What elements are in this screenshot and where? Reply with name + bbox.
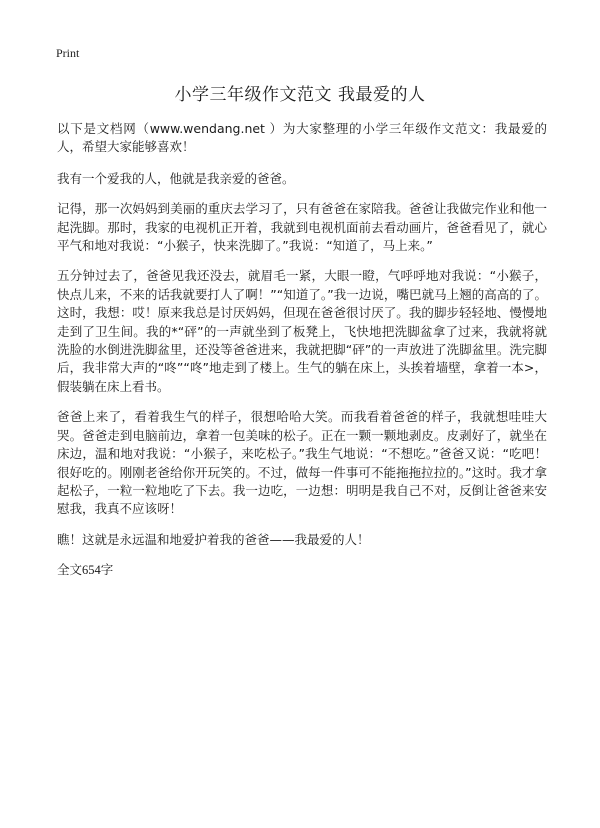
paragraph-2: 记得，那一次妈妈到美丽的重庆去学习了，只有爸爸在家陪我。爸爸让我做完作业和他一起洗脚。那时，我家的电视机正开着，我就到电视机面前去看动画片，爸爸看见了，就心平气和地对我说：“小猴子，快来洗脚了。”我说：“知道了，马上来。” (57, 201, 547, 254)
paragraph-1: 我有一个爱我的人，他就是我亲爱的爸爸。 (57, 170, 295, 186)
print-link[interactable]: Print (56, 46, 80, 60)
paragraph-5: 瞧！这就是永远温和地爱护着我的爸爸——我最爱的人！ (57, 531, 370, 547)
intro-paragraph: 以下是文档网（www.wendang.net ）为大家整理的小学三年级作文范文：我最爱的人，希望大家能够喜欢！ (57, 121, 547, 155)
document-title: 小学三年级作文范文 我最爱的人 (174, 85, 426, 105)
document-body (57, 120, 547, 592)
word-count: 全文654字 (57, 563, 114, 578)
paragraph-3: 五分钟过去了，爸爸见我还没去，就眉毛一紧，大眼一瞪，气呼呼地对我说：“小猴子，快点儿来，不来的话我就要打人了啊！”“知道了。”我一边说，嘴巴就马上翘的高高的了。这时，我想：哎！原来我总是讨厌妈妈，但现在爸爸很讨厌了。我的脚步轻轻地、慢慢地走到了卫生间。我的*“砰”的一声就坐到了板凳上，飞快地把洗脚盆拿了过来，我就将就洗脸的水倒进洗脚盆里，还没等爸爸进来，我就把脚“砰”的一声放进了洗脚盆里。洗完脚后，我非常大声的“咚”“咚”地走到了楼上。生气的躺在床上，头挨着墙壁，拿着一本>，假装躺在床上看书。 (57, 268, 547, 394)
paragraph-4: 爸爸上来了，看着我生气的样子，很想哈哈大笑。而我看着爸爸的样子，我就想哇哇大哭。爸爸走到电脑前边，拿着一包美味的松子。正在一颗一颗地剥皮。皮剥好了，就坐在床边，温和地对我说：“小猴子，来吃松子。”我生气地说：“不想吃。”爸爸又说：“吃吧！很好吃的。刚刚老爸给你开玩笑的。不过，做每一件事可不能拖拖拉拉的。”这时。我才拿起松子，一粒一粒地吃了下去。我一边吃，一边想：明明是我自己不对，反倒让爸爸来安慰我，我真不应该呀！ (57, 409, 547, 517)
